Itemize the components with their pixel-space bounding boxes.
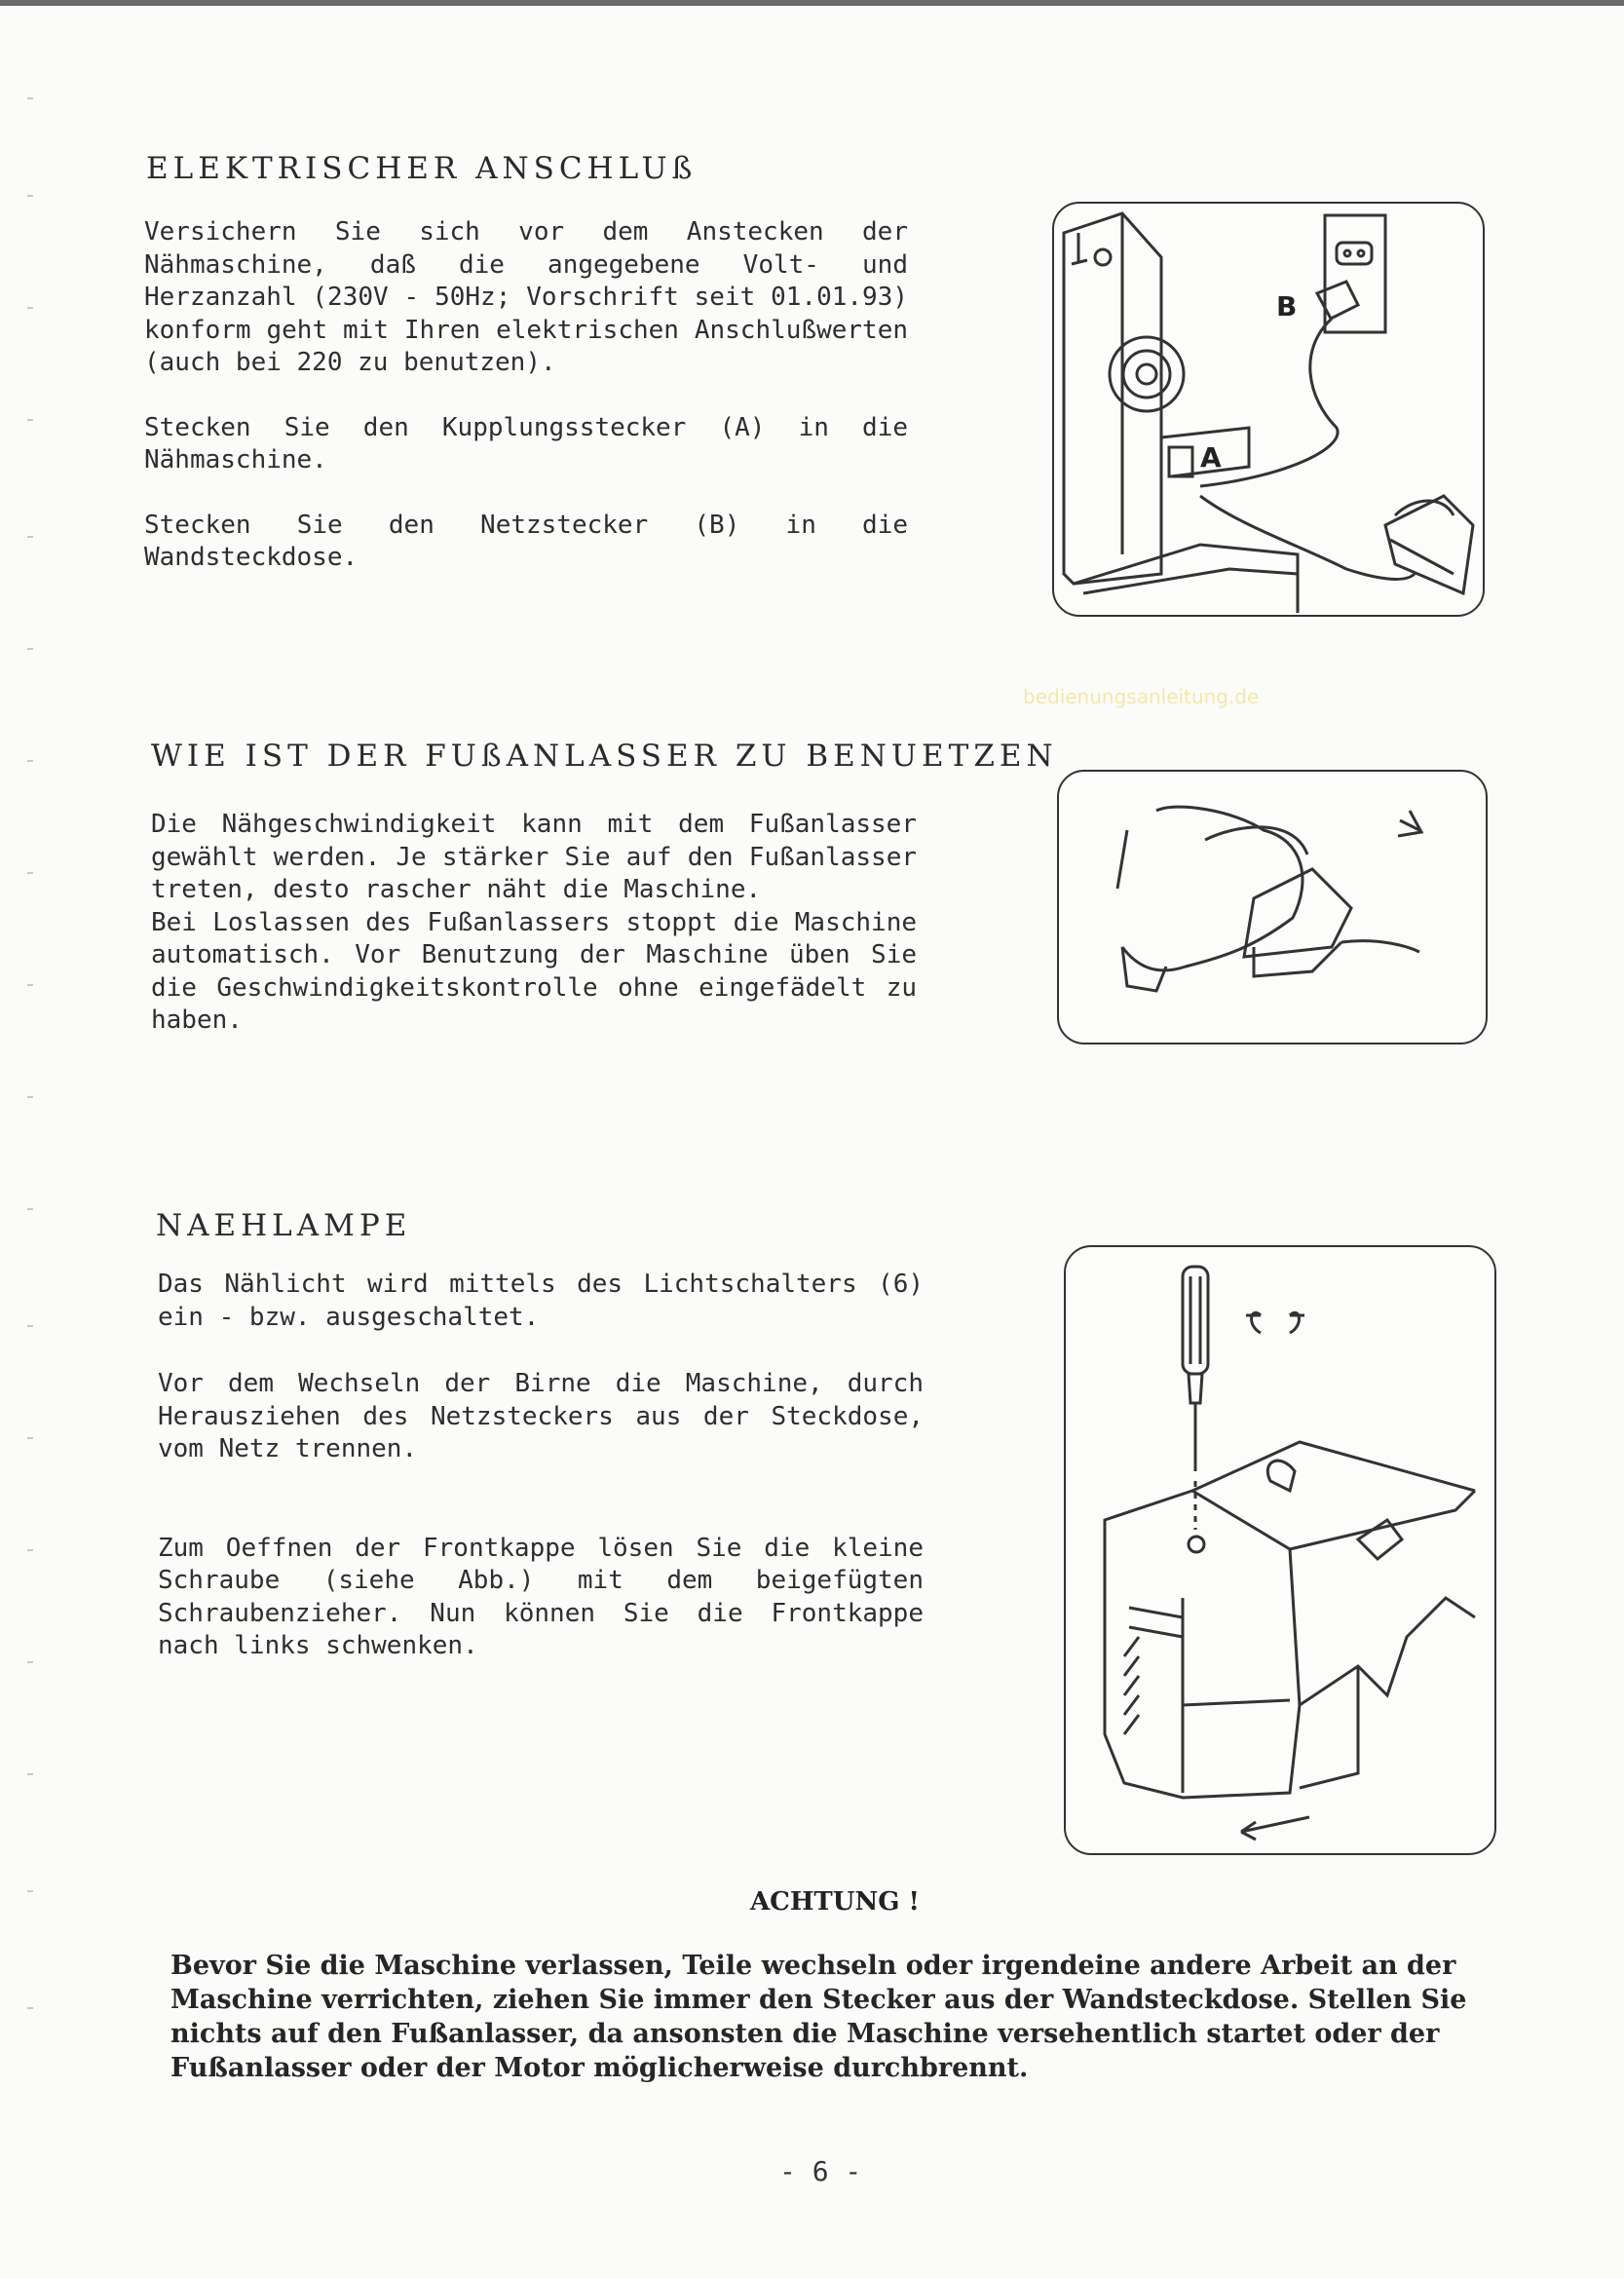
sewing-lamp-para-switch: Das Nählicht wird mittels des Lichtschalters (6) ein - bzw. ausgeschaltet. xyxy=(158,1270,924,1332)
connection-para-voltage: Versichern Sie sich vor dem Anstecken der Nähmaschine, daß die angegebene Volt- und Herzanzahl (230V - 50Hz; Vorschrift seit 01.01.93) konform geht mit Ihren elektrischen Anschlußwerten (auch bei 220 zu benutzen). xyxy=(144,217,908,377)
sewing-lamp-para-frontcap: Zum Oeffnen der Frontkappe lösen Sie die kleine Schraube (siehe Abb.) mit dem beigefügten Schraubenzieher. Nun können Sie die Frontkappe nach links schwenken. xyxy=(158,1533,924,1660)
watermark: bedienungsanleitung.de xyxy=(1023,685,1260,708)
connection-heading: ELEKTRISCHER ANSCHLUß xyxy=(146,151,698,186)
sewing-lamp-text xyxy=(158,1269,924,1663)
page-number: - 6 - xyxy=(779,2155,862,2187)
warning-text: Bevor Sie die Maschine verlassen, Teile wechseln oder irgendeine andere Arbeit an der Maschine verrichten, ziehen Sie immer den Stecker aus der Wandsteckdose. Stellen Sie nichts auf den Fußanlasser, da ansonsten die Maschine versehentlich startet oder der Fußanlasser oder der Motor möglicherweise durchbrennt. xyxy=(170,1951,1467,2083)
sewing-lamp-para-unplug: Vor dem Wechseln der Birne die Maschine, durch Herausziehen des Netzsteckers aus der Steckdose, vom Netz trennen. xyxy=(158,1369,924,1463)
foot-control-para-speed: Die Nähgeschwindigkeit kann mit dem Fußanlasser gewählt werden. Je stärker Sie auf den Fußanlasser treten, desto rascher näht die Maschine. xyxy=(151,810,917,904)
screwdriver-front-cap-drawing xyxy=(1066,1247,1494,1853)
warning-title: ACHTUNG ! xyxy=(750,1887,920,1917)
scan-top-edge xyxy=(0,0,1624,6)
connection-text xyxy=(144,216,908,575)
front-cover-illustration xyxy=(1064,1245,1496,1855)
machine-plug-drawing xyxy=(1054,204,1483,615)
shoe-on-pedal-drawing xyxy=(1059,772,1486,1043)
connection-para-coupling: Stecken Sie den Kupplungsstecker (A) in die Nähmaschine. xyxy=(144,412,908,475)
label-b: B xyxy=(1276,290,1298,323)
foot-control-heading: WIE IST DER FUßANLASSER ZU BENUETZEN xyxy=(151,739,1058,774)
connection-illustration xyxy=(1052,202,1485,617)
connection-para-plug: Stecken Sie den Netzstecker (B) in die Wandsteckdose. xyxy=(144,510,908,572)
foot-control-text xyxy=(151,809,917,1038)
label-a: A xyxy=(1200,441,1222,474)
foot-control-illustration xyxy=(1057,770,1488,1044)
sewing-lamp-heading: NAEHLAMPE xyxy=(156,1208,412,1243)
foot-control-para-stop: Bei Loslassen des Fußanlassers stoppt die Maschine automatisch. Vor Benutzung der Maschine üben Sie die Geschwindigkeitskontrolle ohne eingefädelt zu haben. xyxy=(151,907,917,1035)
binding-hole-marks xyxy=(27,97,35,2144)
